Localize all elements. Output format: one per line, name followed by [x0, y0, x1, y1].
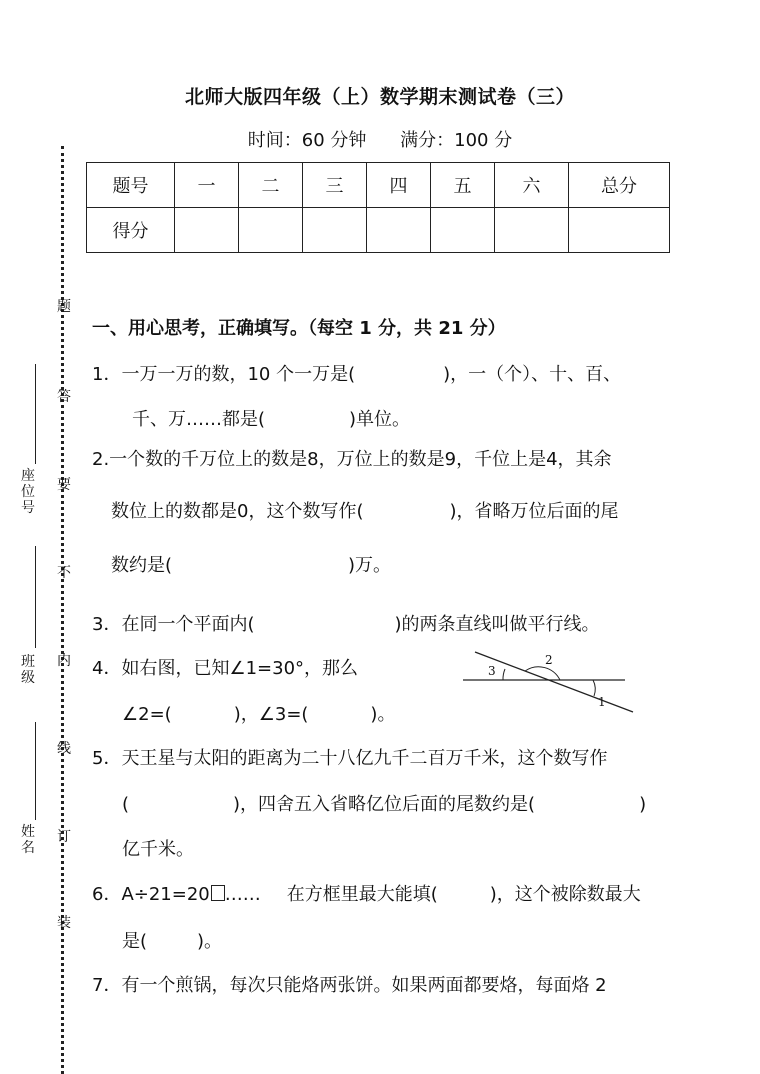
table-cell: 得分 — [87, 208, 175, 253]
question-text: )，一（个）、十、百、 — [443, 364, 622, 385]
angle-figure — [455, 646, 640, 726]
question-text: )的两条直线叫做平行线。 — [394, 614, 600, 635]
full-score: 满分：100 分 — [400, 130, 513, 151]
name-line[interactable] — [35, 722, 36, 820]
question-text: )万。 — [348, 555, 392, 576]
table-cell: 六 — [495, 163, 569, 208]
question-text: )单位。 — [349, 409, 411, 430]
question-6-line-1 — [92, 880, 641, 906]
exam-subtitle — [0, 126, 760, 152]
section-heading: 一、用心思考，正确填写。（每空 1 分，共 21 分） — [92, 318, 506, 339]
table-cell: 题号 — [87, 163, 175, 208]
class-label: 班级 — [21, 654, 35, 686]
score-entry-cell[interactable] — [303, 208, 367, 253]
score-table-header-row — [87, 163, 670, 208]
table-cell: 一 — [175, 163, 239, 208]
binding-dotted-line — [61, 146, 64, 1074]
question-text: )，这个被除数最大 — [489, 884, 641, 905]
table-cell: 二 — [239, 163, 303, 208]
seat-number-line[interactable] — [35, 364, 36, 464]
question-text: 数约是( — [111, 555, 173, 576]
question-text: 1．一万一万的数，10 个一万是( — [92, 364, 356, 385]
binding-char: 订 — [57, 829, 71, 845]
question-text: 千、万……都是( — [132, 409, 266, 430]
question-text: 3．在同一个平面内( — [92, 614, 255, 635]
question-text: )，四舍五入省略亿位后面的尾数约是( — [233, 794, 536, 815]
binding-char: 装 — [57, 915, 71, 931]
score-table-score-row — [87, 208, 670, 253]
question-5-line-1: 5．天王星与太阳的距离为二十八亿九千二百万千米，这个数写作 — [92, 748, 608, 769]
question-text: 是( — [122, 931, 148, 952]
question-5-line-3: 亿千米。 — [122, 839, 194, 860]
angle-label-2: 2 — [545, 653, 553, 667]
binding-char: 答 — [57, 389, 71, 405]
score-entry-cell[interactable] — [367, 208, 431, 253]
question-text: ∠2=( — [122, 704, 172, 725]
class-line[interactable] — [35, 546, 36, 648]
score-table — [86, 162, 670, 253]
question-text: )。 — [370, 704, 396, 725]
table-cell: 三 — [303, 163, 367, 208]
question-7-line-1: 7．有一个煎锅，每次只能烙两张饼。如果两面都要烙，每面烙 2 — [92, 975, 607, 996]
question-1-line-2 — [132, 405, 410, 431]
binding-char: 要 — [57, 477, 71, 493]
question-text: …… — [224, 884, 261, 905]
seat-number-label: 座位号 — [21, 468, 35, 516]
score-entry-cell[interactable] — [239, 208, 303, 253]
score-entry-cell[interactable] — [495, 208, 569, 253]
question-4-line-2 — [122, 700, 395, 726]
question-text: )，∠3=( — [233, 704, 309, 725]
question-1-line-1 — [92, 360, 621, 386]
question-6-line-2 — [122, 927, 222, 953]
table-cell: 总分 — [569, 163, 670, 208]
question-text: ( — [122, 794, 130, 815]
exam-title: 北师大版四年级（上）数学期末测试卷（三） — [184, 86, 575, 108]
question-2-line-2 — [111, 497, 619, 523]
question-text: 数位上的数都是0，这个数写作( — [111, 501, 364, 522]
question-text: )。 — [197, 931, 223, 952]
question-4-line-1: 4．如右图，已知∠1=30°，那么 — [92, 658, 359, 679]
question-text: 6．A÷21=20 — [92, 884, 210, 905]
binding-char: 不 — [57, 565, 71, 581]
question-text: ) — [639, 794, 647, 815]
angle-label-1: 1 — [598, 695, 606, 709]
angle-label-3: 3 — [488, 664, 496, 678]
table-cell: 四 — [367, 163, 431, 208]
answer-box[interactable] — [211, 885, 225, 901]
time-limit: 时间：60 分钟 — [247, 130, 367, 151]
table-cell: 五 — [431, 163, 495, 208]
score-entry-cell[interactable] — [431, 208, 495, 253]
question-2-line-3 — [111, 551, 391, 577]
question-text: 在方框里最大能填( — [286, 884, 438, 905]
score-entry-cell[interactable] — [569, 208, 670, 253]
score-entry-cell[interactable] — [175, 208, 239, 253]
question-3 — [92, 610, 600, 636]
binding-char: 线 — [57, 741, 71, 757]
question-text: )，省略万位后面的尾 — [449, 501, 619, 522]
binding-char: 内 — [57, 653, 71, 669]
name-label: 姓名 — [21, 824, 35, 856]
binding-char: 题 — [57, 299, 71, 315]
question-2-line-1: 2.一个数的千万位上的数是8，万位上的数是9，千位上是4，其余 — [92, 449, 612, 470]
question-5-line-2 — [122, 790, 646, 816]
